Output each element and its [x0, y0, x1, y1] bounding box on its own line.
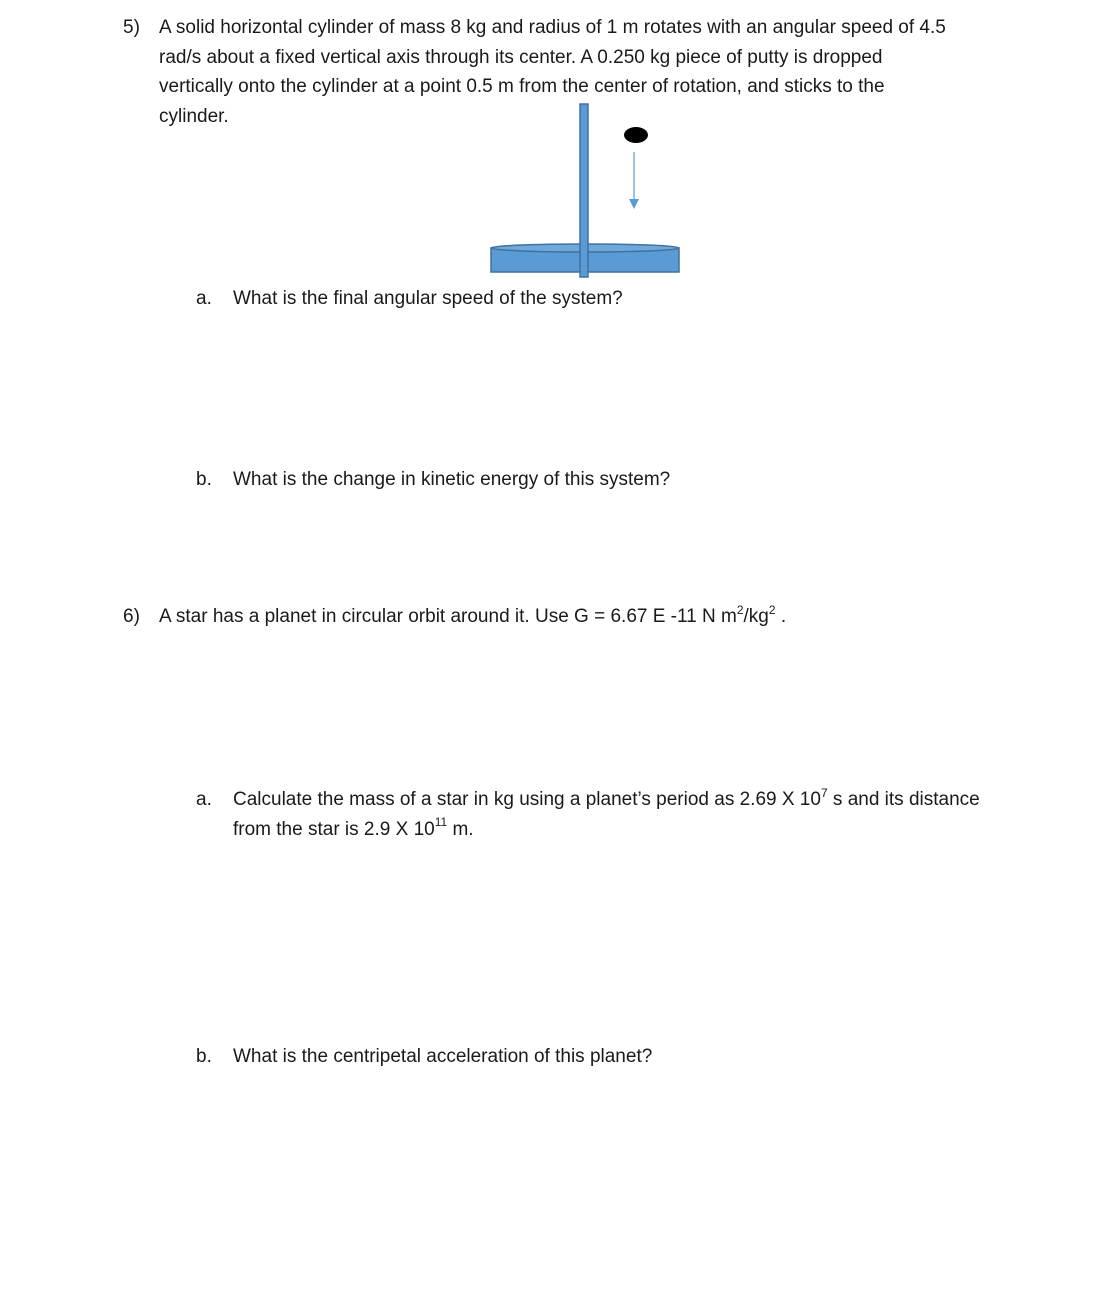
question-6-number: 6)	[123, 606, 140, 627]
question-6-unit-sup-1: 2	[736, 602, 744, 617]
question-6a-line-1-part-1: Calculate the mass of a star in kg using a planet’s period as 2.69 X 10	[233, 789, 821, 810]
question-6a-text	[233, 785, 1073, 844]
question-5b-letter: b.	[196, 469, 212, 490]
cylinder-diagram	[480, 100, 690, 285]
question-6a-line-2	[233, 815, 1073, 845]
question-6-text-end: .	[775, 606, 787, 627]
question-5a-letter: a.	[196, 288, 212, 309]
question-6a-line-1	[233, 785, 1073, 815]
rotation-axis-rod	[580, 104, 588, 277]
question-6a-line-2-part-1: from the star is 2.9 X 10	[233, 818, 435, 840]
question-5a-text: What is the final angular speed of the system?	[233, 288, 623, 309]
putty-blob	[624, 127, 648, 143]
question-6a-letter: a.	[196, 789, 212, 810]
question-6-unit-kg: /kg	[743, 606, 769, 627]
question-5-line-1: A solid horizontal cylinder of mass 8 kg and radius of 1 m rotates with an angular speed of 4.5	[159, 17, 946, 38]
question-5b-text: What is the change in kinetic energy of this system?	[233, 469, 671, 490]
question-6a-line-1-sup: 7	[820, 785, 828, 800]
question-5-number: 5)	[123, 17, 140, 38]
putty-fall-arrowhead	[629, 199, 639, 209]
question-5-line-4: cylinder.	[159, 105, 229, 127]
question-6-unit-sup-2: 2	[768, 602, 776, 617]
question-6a-line-2-part-2: m.	[447, 818, 474, 840]
question-6b-text: What is the centripetal acceleration of this planet?	[233, 1046, 653, 1067]
question-6-text-main: A star has a planet in circular orbit around it. Use G = 6.67 E -11 N m	[159, 606, 737, 627]
question-6-text	[159, 602, 1059, 632]
question-6a-line-1-part-2: s and its distance	[827, 789, 980, 810]
question-6a-line-2-sup: 11	[434, 815, 448, 830]
question-5-line-2: rad/s about a fixed vertical axis through its center. A 0.250 kg piece of putty is dropped	[159, 46, 883, 68]
question-6b-letter: b.	[196, 1046, 212, 1067]
question-5-line-3: vertically onto the cylinder at a point 0.5 m from the center of rotation, and sticks to the	[159, 76, 885, 97]
